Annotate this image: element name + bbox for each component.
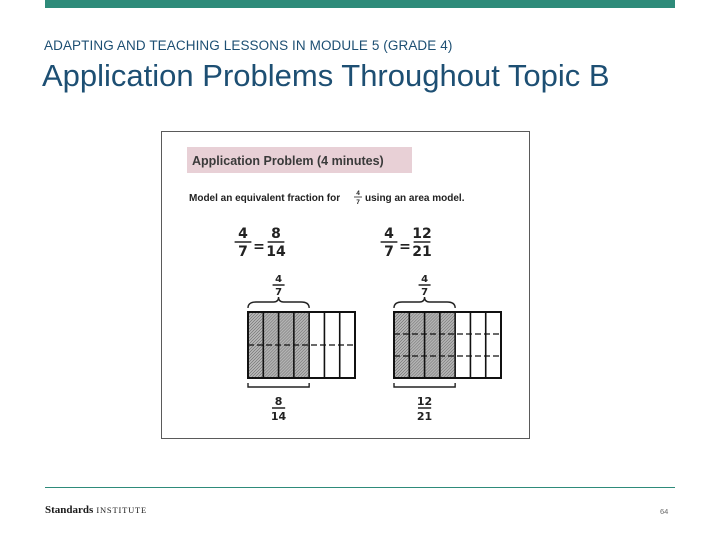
brace-fraction-den: 7 (275, 287, 283, 298)
figure-heading: Application Problem (4 minutes) (192, 154, 384, 168)
equation-lhs-den: 7 (384, 244, 394, 260)
equation-rhs-num: 8 (271, 226, 281, 242)
equation-rhs-den: 14 (266, 244, 286, 260)
figure-canvas (162, 132, 529, 438)
prompt-fraction-den: 7 (356, 199, 360, 206)
standards-institute-logo (45, 504, 147, 516)
brace-fraction-num: 4 (275, 274, 283, 285)
area-model-right (381, 226, 501, 423)
result-fraction-den: 14 (270, 410, 287, 423)
prompt-fraction-num: 4 (356, 190, 360, 197)
result-fraction-num: 8 (274, 395, 283, 408)
top-accent-bar (45, 0, 675, 8)
result-bracket (394, 383, 455, 387)
area-model-left (235, 226, 355, 423)
equation-lhs-den: 7 (238, 244, 248, 260)
equation-lhs-num: 4 (238, 226, 248, 242)
slide-title: Application Problems Throughout Topic B (42, 58, 610, 93)
prompt-text-after: using an area model. (365, 193, 465, 204)
equals-sign: = (399, 239, 411, 255)
result-fraction-num: 12 (416, 395, 433, 408)
curly-brace (394, 297, 455, 308)
result-bracket (248, 383, 309, 387)
equation-lhs-num: 4 (384, 226, 394, 242)
logo-word-standards: Standards (45, 504, 94, 516)
equation-rhs-num: 12 (412, 226, 432, 242)
prompt-text-before: Model an equivalent fraction for (189, 193, 341, 204)
page-number: 64 (660, 507, 669, 516)
brace-fraction-num: 4 (421, 274, 429, 285)
footer-rule (45, 487, 675, 488)
logo-word-institute: INSTITUTE (96, 505, 147, 515)
slide-eyebrow: ADAPTING AND TEACHING LESSONS IN MODULE 5 (GRADE 4) (44, 38, 453, 53)
equals-sign: = (253, 239, 265, 255)
curly-brace (248, 297, 309, 308)
brace-fraction-den: 7 (421, 287, 429, 298)
equation-rhs-den: 21 (412, 244, 432, 260)
application-problem-figure (161, 131, 530, 439)
result-fraction-den: 21 (416, 410, 433, 423)
